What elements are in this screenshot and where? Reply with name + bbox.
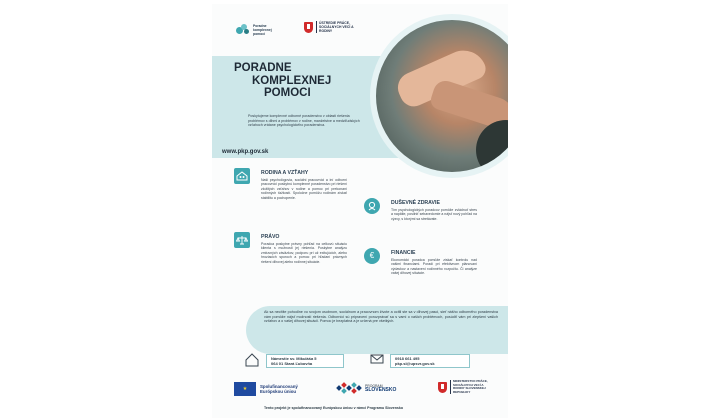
coat-of-arms-icon [438,382,447,393]
info-band-text: Ak sa necítite pohodlne vo svojom osobnom, sociálnom a pracovnom živote a ocitli ste sa v dlhovej pasci, sieť nášho odborného poradenstva vám pomôže nájsť možnosti riešenia. Odborníci sú pripravení porozprávať sa s vami o vašich problémoch, posúdiť vám pri zlepšení vašich vzťahov a o vašej dlhovej situácii. Pomoc je bezplatná a je určená pre všetkých. [264,310,498,324]
ministry-footer-logo [438,380,494,394]
eu-cofinanced-label [260,384,298,394]
service-text: Ekonomickí poradca pomôže získať kontrolu nad vašimi financiami. Poradí pri efektívnom plánovaní výdavkov a nastavení rodinného rozpočtu. Či analýze vašej dlhovej situácie. [391,258,477,276]
page-title [234,62,331,100]
ministry-name: ÚSTREDIE PRÁCE, SOCIÁLNYCH VECÍ A RODINY [316,21,366,33]
scales-icon [234,232,250,248]
pkp-logo-text: Poradne komplexnej pomoci [253,24,272,36]
phone-mail-icon [370,352,384,366]
website-link[interactable]: www.pkp.gov.sk [222,149,269,155]
ministry-footer-name: MINISTERSTVO PRÁCE, SOCIÁLNYCH VECÍ A RODINY SLOVENSKEJ REPUBLIKY [450,380,494,394]
service-text: Poradca poskytne právny pohľad na celkovú situáciu klienta s možnosti jej riešenia. Poskytne analýzu zmluvných záväzkov, podporu pri už exitujúcich, alebo hroziacich sporoch a pomoc pri hľadaní právnych riešení dlhovej alebo rodinnej situácie. [261,242,347,264]
phone-number[interactable]: 0918 661 495 [395,356,420,361]
service-text: Naši psychológovia, sociálni pracovníci a iní odborní pracovníci poskytnú komplexné poradenstvo pri riešení zložitých vzťahov v rodine a pomoc pri prekonaní rodinných ťažkostí. Spoločne pomôžu rodinám získať stabilitu a pochopenie. [261,178,347,200]
euro-icon: € [364,248,380,264]
funding-footnote: Tento projekt je spolufinancovaný Európskou úniou v rámci Programu Slovensko [264,406,404,410]
intro-text: Poskytujeme komplexné odborné poradenstvo v oblasti riešenia problémov s dlhmi a problémov v rodine, manželstve a medziľudských vzťahoch vrátane psychologického poradenstva. [248,114,360,128]
leaflet-page [212,4,508,418]
coat-of-arms-icon [304,22,313,33]
address-line-1: Námestie sv. Mikuláša 5 [271,356,317,361]
title-line-3: POMOCI [264,87,311,99]
service-title: RODINA A VZŤAHY [261,170,309,176]
info-band [246,306,508,354]
home-icon [244,352,260,368]
email-address[interactable]: pkp.sl@upsvr.gov.sk [395,361,435,366]
mind-icon [364,198,380,214]
address-line-2: 064 01 Stará Ľubovňa [271,361,313,366]
title-line-2: KOMPLEXNEJ [252,74,332,87]
service-title: DUŠEVNÉ ZDRAVIE [391,200,440,206]
contact-box [390,354,470,368]
family-icon [234,168,250,184]
eu-flag-icon: ★ [234,382,256,396]
program-slovensko-logo [336,381,396,395]
service-title: FINANCIE [391,250,416,256]
pkp-logo [236,24,273,36]
address-box [266,354,344,368]
program-diamonds-icon [336,381,362,395]
eu-line-2: Európskou úniou [260,389,297,394]
pkp-logo-mark [236,24,250,36]
service-text: Tím psychologických poradcov pomôže zvládnuť stres a napätie, posilniť sebavedomie a nájsť nový pohľad na výzvy, s ktorými sa stretávate. [391,208,477,221]
program-line-2: SLOVENSKO [365,387,397,393]
ministry-logo [304,21,366,33]
eu-line-1: Spolufinancovaný [260,384,298,389]
program-line-1: PROGRAM [365,383,383,388]
title-line-1: PORADNE [234,62,292,74]
service-title: PRÁVO [261,234,280,240]
